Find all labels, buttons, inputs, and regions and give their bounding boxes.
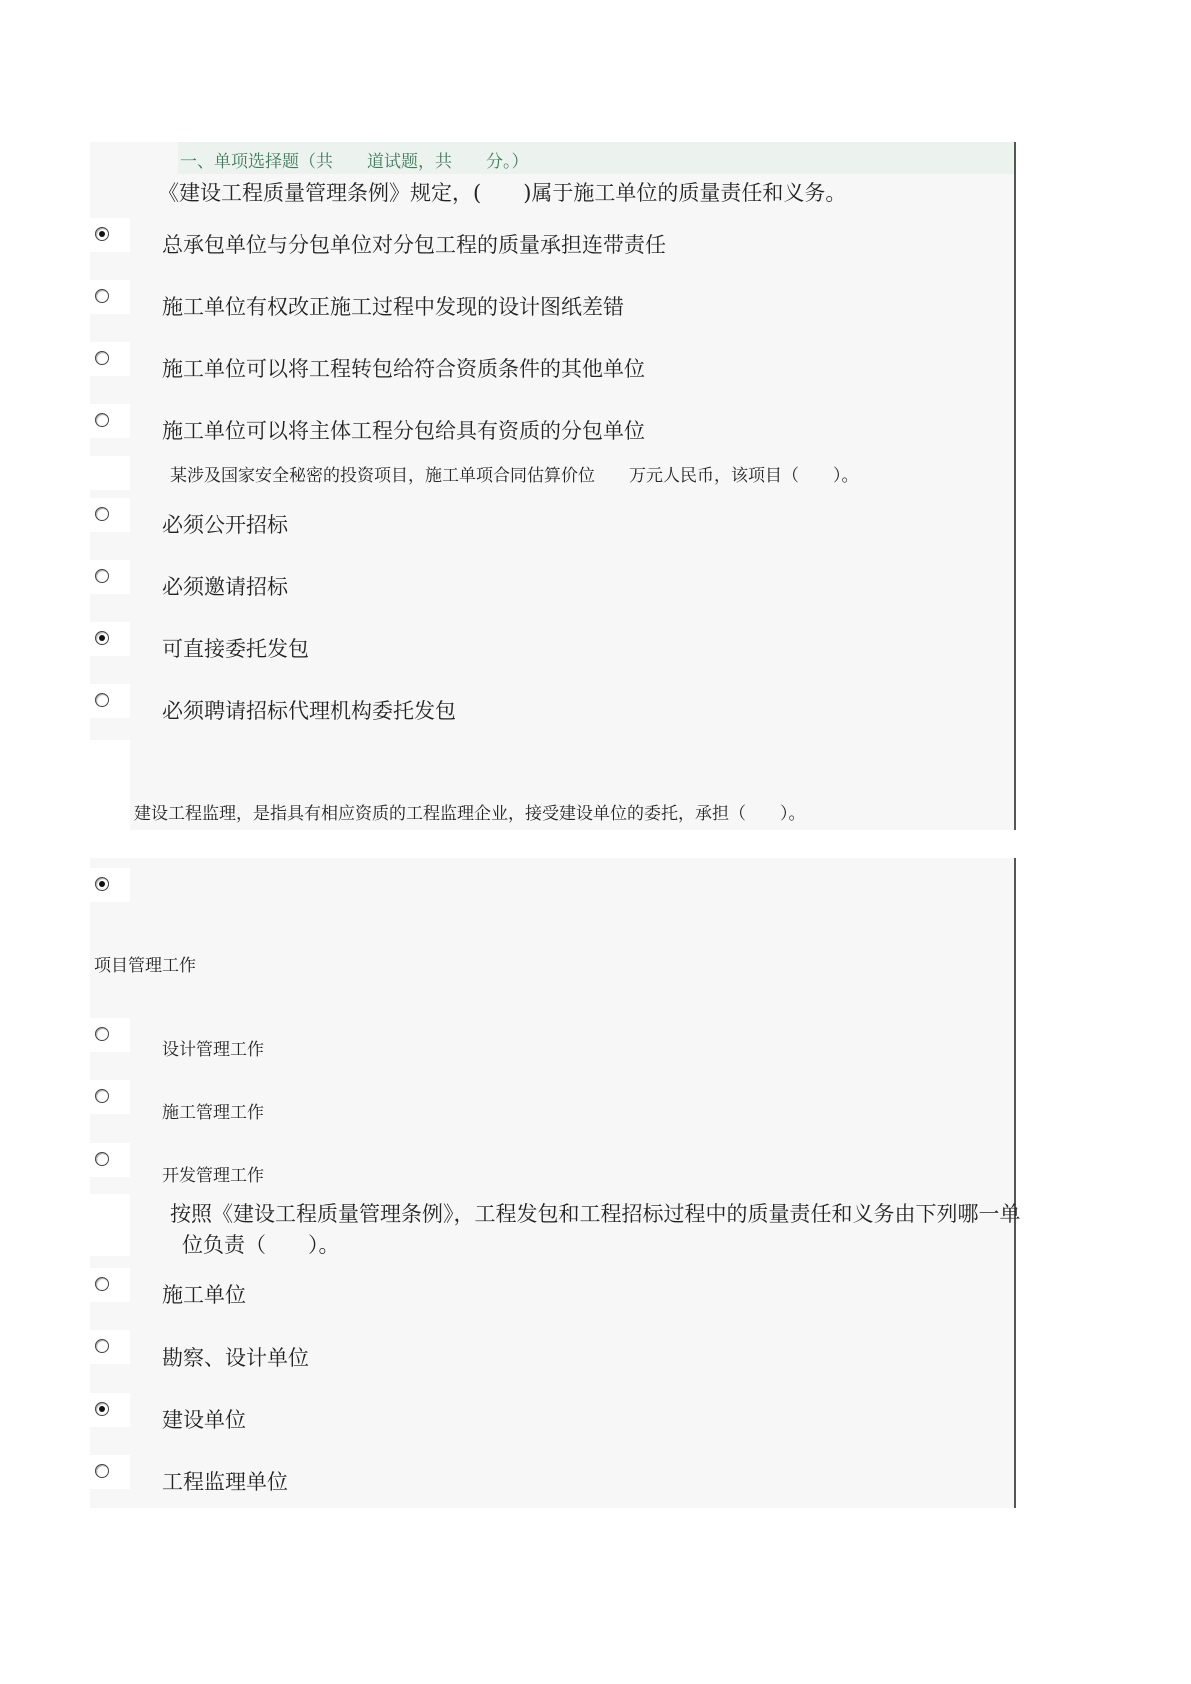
question-spacer (90, 740, 130, 830)
radio-button[interactable] (95, 351, 109, 365)
radio-button[interactable] (95, 1339, 109, 1353)
question-1-text: 《建设工程质量管理条例》规定，( )属于施工单位的质量责任和义务。 (158, 181, 847, 205)
question-4-option-1: 施工单位 (162, 1283, 246, 1307)
section-header: 一、单项选择题（共 道试题，共 分。） (180, 152, 529, 172)
radio-button[interactable] (95, 631, 109, 645)
option-cell (90, 1143, 130, 1177)
option-cell (90, 404, 130, 438)
radio-button[interactable] (95, 1277, 109, 1291)
question-2-option-2: 必须邀请招标 (162, 575, 288, 599)
radio-button[interactable] (95, 227, 109, 241)
question-2-text: 某涉及国家安全秘密的投资项目，施工单项合同估算价位 万元人民币，该项目（ ）。 (170, 466, 859, 486)
question-2-option-4: 必须聘请招标代理机构委托发包 (162, 699, 456, 723)
option-cell (90, 280, 130, 314)
question-2-option-1: 必须公开招标 (162, 513, 288, 537)
radio-button[interactable] (95, 877, 109, 891)
radio-button[interactable] (95, 507, 109, 521)
radio-button[interactable] (95, 1027, 109, 1041)
option-cell (90, 1330, 130, 1364)
option-cell (90, 1080, 130, 1114)
option-cell (90, 1268, 130, 1302)
question-4-text-line-2: 位负责（ ）。 (182, 1233, 340, 1257)
radio-button[interactable] (95, 1402, 109, 1416)
radio-button[interactable] (95, 693, 109, 707)
radio-button[interactable] (95, 569, 109, 583)
radio-button[interactable] (95, 1152, 109, 1166)
option-cell (90, 498, 130, 532)
question-3-option-1: 项目管理工作 (94, 956, 196, 976)
question-spacer (90, 456, 130, 490)
option-cell (90, 1393, 130, 1427)
question-1-option-2: 施工单位有权改正施工过程中发现的设计图纸差错 (162, 295, 624, 319)
option-cell (90, 218, 130, 252)
question-4-option-3: 建设单位 (162, 1408, 246, 1432)
option-cell (90, 684, 130, 718)
question-3-option-3: 施工管理工作 (162, 1103, 264, 1123)
option-cell (90, 342, 130, 376)
question-4-text-line-1: 按照《建设工程质量管理条例》，工程发包和工程招标过程中的质量责任和义务由下列哪一单 (170, 1202, 1021, 1226)
option-cell (90, 1018, 130, 1052)
option-cell (90, 1455, 130, 1489)
question-3-option-4: 开发管理工作 (162, 1166, 264, 1186)
option-cell (90, 868, 130, 902)
question-4-option-4: 工程监理单位 (162, 1470, 288, 1494)
question-1-option-3: 施工单位可以将工程转包给符合资质条件的其他单位 (162, 357, 645, 381)
question-4-option-2: 勘察、设计单位 (162, 1346, 309, 1370)
radio-button[interactable] (95, 413, 109, 427)
question-1-option-4: 施工单位可以将主体工程分包给具有资质的分包单位 (162, 419, 645, 443)
option-cell (90, 560, 130, 594)
radio-button[interactable] (95, 289, 109, 303)
question-3-text: 建设工程监理，是指具有相应资质的工程监理企业，接受建设单位的委托，承担（ ）。 (134, 804, 806, 824)
question-spacer (90, 1194, 130, 1256)
question-2-option-3: 可直接委托发包 (162, 637, 309, 661)
radio-button[interactable] (95, 1464, 109, 1478)
question-1-option-1: 总承包单位与分包单位对分包工程的质量承担连带责任 (162, 233, 666, 257)
option-cell (90, 622, 130, 656)
radio-button[interactable] (95, 1089, 109, 1103)
question-3-option-2: 设计管理工作 (162, 1040, 264, 1060)
